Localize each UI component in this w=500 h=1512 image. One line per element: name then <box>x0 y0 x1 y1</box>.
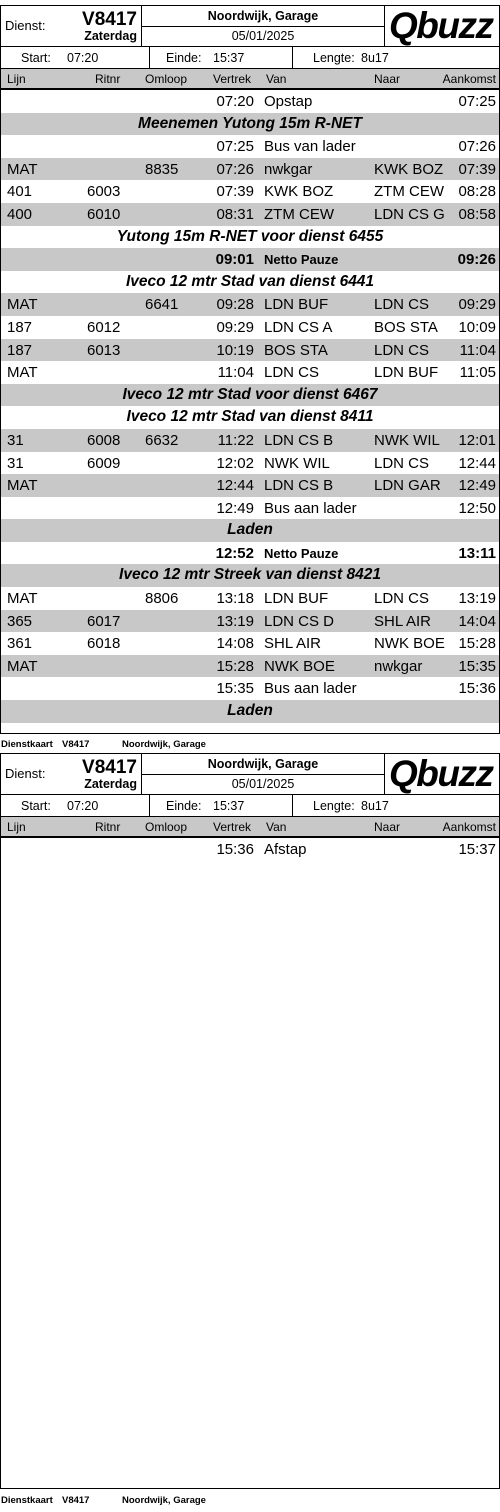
van-cell: LDN CS D <box>264 612 335 630</box>
omloop-cell: 8835 <box>145 160 179 178</box>
naar-cell: LDN CS G <box>374 205 445 223</box>
trip-row <box>1 180 499 203</box>
trip-row <box>1 429 499 452</box>
trip-row <box>1 158 499 181</box>
vehicle-banner-row <box>1 271 499 294</box>
trip-row <box>1 316 499 339</box>
aankomst-cell: 11:04 <box>459 341 496 359</box>
location-cell <box>142 6 385 46</box>
col-vertrek: Vertrek <box>213 72 252 86</box>
location: Noordwijk, Garage <box>142 756 384 775</box>
dienst-label: Dienst: <box>5 18 46 33</box>
van-cell: LDN CS B <box>264 431 334 449</box>
banner-text: Laden <box>227 521 273 539</box>
naar-cell: NWK WIL <box>374 431 440 449</box>
trip-row <box>1 361 499 384</box>
naar-cell: LDN CS <box>374 454 430 472</box>
vertrek-cell: 11:04 <box>217 364 254 382</box>
trip-row <box>1 452 499 475</box>
van-cell: BOS STA <box>264 341 328 359</box>
lijn-cell: MAT <box>7 296 38 314</box>
ritnr-cell: 6010 <box>87 205 121 223</box>
lijn-cell: 400 <box>7 205 33 223</box>
omloop-cell: 8806 <box>145 590 179 608</box>
vertrek-cell: 12:49 <box>216 499 254 517</box>
trip-row <box>1 655 499 678</box>
vertrek-cell: 11:22 <box>217 431 254 449</box>
aankomst-cell: 09:29 <box>458 296 496 314</box>
banner-text: Yutong 15m R-NET voor dienst 6455 <box>116 227 384 245</box>
van-cell: Bus van lader <box>264 138 356 156</box>
col-aankomst: Aankomst <box>442 820 496 834</box>
vertrek-cell: 07:39 <box>216 183 254 201</box>
trip-row <box>1 135 499 158</box>
aankomst-cell: 12:44 <box>458 454 496 472</box>
aankomst-cell: 14:04 <box>458 612 496 630</box>
aankomst-time: 09:26 <box>457 251 496 269</box>
dienst-code: V8417 <box>82 757 137 778</box>
vertrek-cell: 08:31 <box>216 205 254 223</box>
ritnr-cell: 6013 <box>87 341 121 359</box>
footer-location: Noordwijk, Garage <box>122 739 206 750</box>
trip-row <box>1 474 499 497</box>
aankomst-cell: 10:09 <box>458 318 496 336</box>
aankomst-cell: 11:05 <box>459 364 496 382</box>
col-vertrek: Vertrek <box>213 820 252 834</box>
einde-time: 15:37 <box>213 799 245 813</box>
start-label: Start: <box>21 799 51 813</box>
dienstkaart-page-1 <box>0 5 500 734</box>
aankomst-cell: 12:01 <box>458 431 496 449</box>
banner-text: Meenemen Yutong 15m R-NET <box>138 114 362 132</box>
dienst-cell <box>1 6 142 46</box>
vertrek-cell: 15:35 <box>216 680 254 698</box>
van-cell: NWK BOE <box>264 657 335 675</box>
column-header <box>1 817 499 838</box>
aankomst-cell: 13:19 <box>458 590 496 608</box>
lijn-cell: 187 <box>7 318 33 336</box>
naar-cell: nwkgar <box>374 657 423 675</box>
vertrek-cell: 09:28 <box>216 296 254 314</box>
col-van: Van <box>266 820 287 834</box>
naar-cell: LDN GAR <box>374 477 441 495</box>
naar-cell: KWK BOZ <box>374 160 444 178</box>
trip-row <box>1 610 499 633</box>
pause-row <box>1 248 499 271</box>
van-cell: SHL AIR <box>264 635 321 653</box>
lijn-cell: 187 <box>7 341 33 359</box>
logo-cell <box>385 754 499 794</box>
ritnr-cell: 6008 <box>87 431 121 449</box>
ritnr-cell: 6009 <box>87 454 121 472</box>
ritnr-cell: 6012 <box>87 318 121 336</box>
van-cell: NWK WIL <box>264 454 330 472</box>
vertrek-cell: 15:36 <box>216 841 254 858</box>
lijn-cell: MAT <box>7 364 38 382</box>
dienst-label: Dienst: <box>5 766 46 781</box>
lijn-cell: 31 <box>7 454 24 472</box>
times-bar <box>1 795 499 817</box>
card-header <box>1 754 499 795</box>
day-label: Zaterdag <box>84 777 137 791</box>
trip-row <box>1 203 499 226</box>
start-label: Start: <box>21 51 51 65</box>
einde-label: Einde: <box>166 51 202 65</box>
naar-cell: SHL AIR <box>374 612 431 630</box>
lijn-cell: 365 <box>7 612 33 630</box>
col-ritnr: Ritnr <box>95 820 121 834</box>
vertrek-cell: 07:25 <box>216 138 254 156</box>
footer-label: Dienstkaart <box>1 739 53 750</box>
naar-cell: ZTM CEW <box>374 183 444 201</box>
vertrek-cell: 12:02 <box>216 454 254 472</box>
location-cell <box>142 754 385 794</box>
aankomst-cell: 15:28 <box>458 635 496 653</box>
van-cell: LDN BUF <box>264 590 329 608</box>
vehicle-banner-row <box>1 384 499 407</box>
col-omloop: Omloop <box>145 820 188 834</box>
vertrek-cell: 12:44 <box>216 477 254 495</box>
vertrek-cell: 07:20 <box>216 93 254 110</box>
naar-cell: LDN CS <box>374 296 430 314</box>
dienst-code: V8417 <box>82 9 137 30</box>
col-naar: Naar <box>374 72 401 86</box>
aankomst-cell: 08:58 <box>458 205 496 223</box>
col-van: Van <box>266 72 287 86</box>
col-lijn: Lijn <box>7 72 26 86</box>
naar-cell: LDN CS <box>374 590 430 608</box>
vehicle-banner-row <box>1 226 499 249</box>
footer-code: V8417 <box>62 739 90 750</box>
naar-cell: BOS STA <box>374 318 438 336</box>
aankomst-time: 13:11 <box>458 544 496 562</box>
lengte-label: Lengte: <box>313 799 355 813</box>
vertrek-cell: 07:26 <box>216 160 254 178</box>
einde-label: Einde: <box>166 799 202 813</box>
banner-text: Iveco 12 mtr Stad van dienst 8411 <box>126 408 374 426</box>
vertrek-cell: 13:18 <box>216 590 254 608</box>
col-omloop: Omloop <box>145 72 188 86</box>
start-time: 07:20 <box>67 51 99 65</box>
vehicle-banner-row <box>1 564 499 587</box>
van-cell: Opstap <box>264 93 313 110</box>
trip-row <box>1 632 499 655</box>
van-cell: LDN CS B <box>264 477 334 495</box>
vehicle-banner-row <box>1 113 499 136</box>
vertrek-cell: 13:19 <box>216 612 254 630</box>
lijn-cell: 31 <box>7 431 24 449</box>
van-cell: KWK BOZ <box>264 183 334 201</box>
van-cell: LDN CS A <box>264 318 333 336</box>
ritnr-cell: 6018 <box>87 635 121 653</box>
col-ritnr: Ritnr <box>95 72 121 86</box>
naar-cell: LDN CS <box>374 341 430 359</box>
trip-row <box>1 339 499 362</box>
trip-row <box>1 587 499 610</box>
omloop-cell: 6632 <box>145 431 179 449</box>
footer-label: Dienstkaart <box>1 1495 53 1506</box>
van-cell: LDN BUF <box>264 296 329 314</box>
schedule-rows <box>1 90 499 723</box>
aankomst-cell: 15:36 <box>458 680 496 698</box>
pause-row <box>1 542 499 565</box>
date: 05/01/2025 <box>231 777 295 791</box>
van-cell: ZTM CEW <box>264 205 334 223</box>
dienstkaart-page-2 <box>0 753 500 1489</box>
lijn-cell: 361 <box>7 635 33 653</box>
aankomst-cell: 07:25 <box>458 93 496 110</box>
trip-row <box>1 90 499 113</box>
aankomst-cell: 07:26 <box>458 138 496 156</box>
van-cell: nwkgar <box>264 160 313 178</box>
start-time: 07:20 <box>67 799 99 813</box>
lengte-label: Lengte: <box>313 51 355 65</box>
naar-cell: NWK BOE <box>374 635 445 653</box>
aankomst-cell: 15:37 <box>458 841 496 858</box>
lijn-cell: MAT <box>7 657 38 675</box>
van-cell: Bus aan lader <box>264 680 357 698</box>
banner-text: Laden <box>227 702 273 720</box>
lijn-cell: MAT <box>7 590 38 608</box>
col-naar: Naar <box>374 820 401 834</box>
footer-location: Noordwijk, Garage <box>122 1495 206 1506</box>
footer-page-1 <box>0 739 500 751</box>
dienst-cell <box>1 754 142 794</box>
vehicle-banner-row <box>1 700 499 723</box>
aankomst-cell: 07:39 <box>458 160 496 178</box>
trip-row <box>1 293 499 316</box>
trip-row <box>1 677 499 700</box>
card-header <box>1 6 499 47</box>
times-bar <box>1 47 499 69</box>
trip-row <box>1 838 499 861</box>
naar-cell: LDN BUF <box>374 364 439 382</box>
lengte-value: 8u17 <box>361 51 389 65</box>
vertrek-time: 09:01 <box>215 251 254 269</box>
aankomst-cell: 12:50 <box>458 499 496 517</box>
pause-label: Netto Pauze <box>264 252 339 268</box>
day-label: Zaterdag <box>84 29 137 43</box>
trip-row <box>1 497 499 520</box>
van-cell: Bus aan lader <box>264 499 357 517</box>
column-header <box>1 69 499 90</box>
vertrek-time: 12:52 <box>215 544 254 562</box>
vehicle-banner-row <box>1 519 499 542</box>
omloop-cell: 6641 <box>145 296 179 314</box>
banner-text: Iveco 12 mtr Stad voor dienst 6467 <box>122 385 378 403</box>
aankomst-cell: 08:28 <box>458 183 496 201</box>
col-aankomst: Aankomst <box>442 72 496 86</box>
banner-text: Iveco 12 mtr Streek van dienst 8421 <box>119 566 381 584</box>
col-lijn: Lijn <box>7 820 26 834</box>
location: Noordwijk, Garage <box>142 8 384 27</box>
date: 05/01/2025 <box>231 29 295 43</box>
vertrek-cell: 14:08 <box>216 635 254 653</box>
vehicle-banner-row <box>1 406 499 429</box>
van-cell: LDN CS <box>264 364 320 382</box>
lijn-cell: MAT <box>7 160 38 178</box>
footer-page-2 <box>0 1495 500 1507</box>
aankomst-cell: 12:49 <box>458 477 496 495</box>
qbuzz-logo: Qbuzz <box>389 753 493 794</box>
vertrek-cell: 10:19 <box>216 341 254 359</box>
van-cell: Afstap <box>264 841 307 858</box>
ritnr-cell: 6003 <box>87 183 121 201</box>
aankomst-cell: 15:35 <box>458 657 496 675</box>
lijn-cell: 401 <box>7 183 33 201</box>
schedule-rows <box>1 838 499 861</box>
ritnr-cell: 6017 <box>87 612 121 630</box>
banner-text: Iveco 12 mtr Stad van dienst 6441 <box>125 272 375 290</box>
vertrek-cell: 09:29 <box>216 318 254 336</box>
logo-cell <box>385 6 499 46</box>
einde-time: 15:37 <box>213 51 245 65</box>
qbuzz-logo: Qbuzz <box>389 5 493 46</box>
pause-label: Netto Pauze <box>264 545 339 561</box>
vertrek-cell: 15:28 <box>216 657 254 675</box>
lengte-value: 8u17 <box>361 799 389 813</box>
lijn-cell: MAT <box>7 477 38 495</box>
footer-code: V8417 <box>62 1495 90 1506</box>
